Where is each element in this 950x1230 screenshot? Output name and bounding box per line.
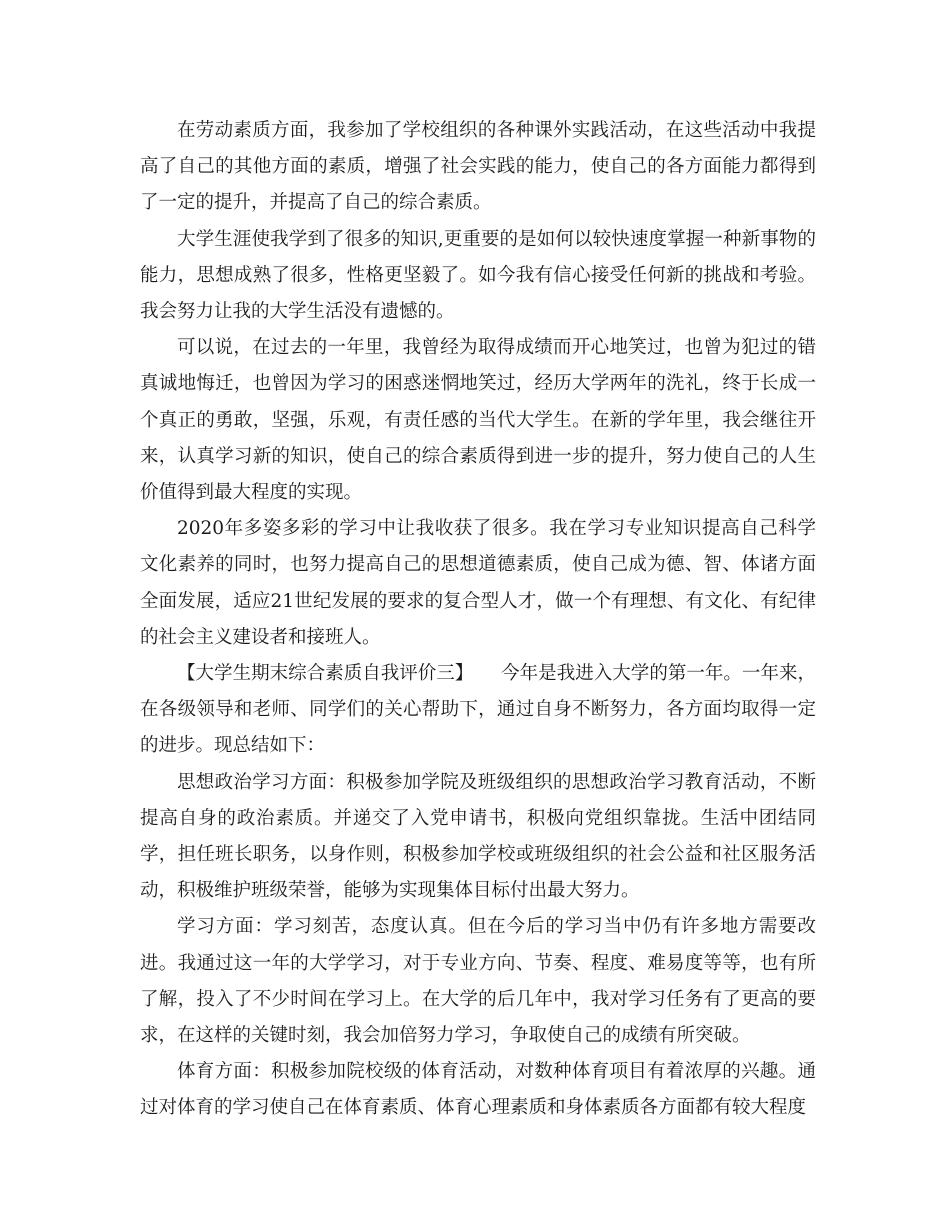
paragraph-political-study: 思想政治学习方面：积极参加学院及班级组织的思想政治学习教育活动，不断提高自身的政治素质。并递交了入党申请书，积极向党组织靠拢。生活中团结同学，担任班长职务，以身作则，积极参加学校或班级组织的社会公益和社区服务活动，积极维护班级荣誉，能够为实现集体目标付出最大努力。 (140, 771, 816, 902)
paragraph-sports: 体育方面：积极参加院校级的体育活动，对数种体育项目有着浓厚的兴趣。通过对体育的学习使自己在体育素质、体育心理素质和身体素质各方面都有较大程度 (140, 1061, 816, 1119)
paragraph-labor-quality: 在劳动素质方面，我参加了学校组织的各种课外实践活动，在这些活动中我提高了自己的其他方面的素质，增强了社会实践的能力，使自己的各方面能力都得到了一定的提升，并提高了自己的综合素质。 (140, 120, 816, 214)
paragraph-evaluation-three: 【大学生期末综合素质自我评价三】 今年是我进入大学的第一年。一年来，在各级领导和老师、同学们的关心帮助下，通过自身不断努力，各方面均取得一定的进步。现总结如下： (140, 663, 816, 757)
paragraph-study: 学习方面：学习刻苦，态度认真。但在今后的学习当中仍有许多地方需要改进。我通过这一年的大学学习，对于专业方向、节奏、程度、难易度等等，也有所了解，投入了不少时间在学习上。在大学的后几年中，我对学习任务有了更高的要求，在这样的关键时刻，我会加倍努力学习，争取使自己的成绩有所突破。 (140, 916, 816, 1047)
paragraph-university-knowledge: 大学生涯使我学到了很多的知识,更重要的是如何以较快速度掌握一种新事物的能力，思想成熟了很多，性格更坚毅了。如今我有信心接受任何新的挑战和考验。我会努力让我的大学生活没有遗憾的。 (140, 228, 816, 323)
paragraph-past-year: 可以说，在过去的一年里，我曾经为取得成绩而开心地笑过，也曾为犯过的错真诚地悔迁，也曾因为学习的困惑迷惘地笑过，经历大学两年的洗礼，终于长成一个真正的勇敢，坚强，乐观，有责任感的当代大学生。在新的学年里，我会继往开来，认真学习新的知识，使自己的综合素质得到进一步的提升，努力使自己的人生价值得到最大程度的实现。 (140, 337, 816, 504)
document-body (140, 113, 816, 1127)
paragraph-2020-learning: 2020年多姿多彩的学习中让我收获了很多。我在学习专业知识提高自己科学文化素养的同时，也努力提高自己的思想道德素质，使自己成为德、智、体诸方面全面发展，适应21世纪发展的要求的复合型人才，做一个有理想、有文化、有纪律的社会主义建设者和接班人。 (140, 518, 816, 648)
